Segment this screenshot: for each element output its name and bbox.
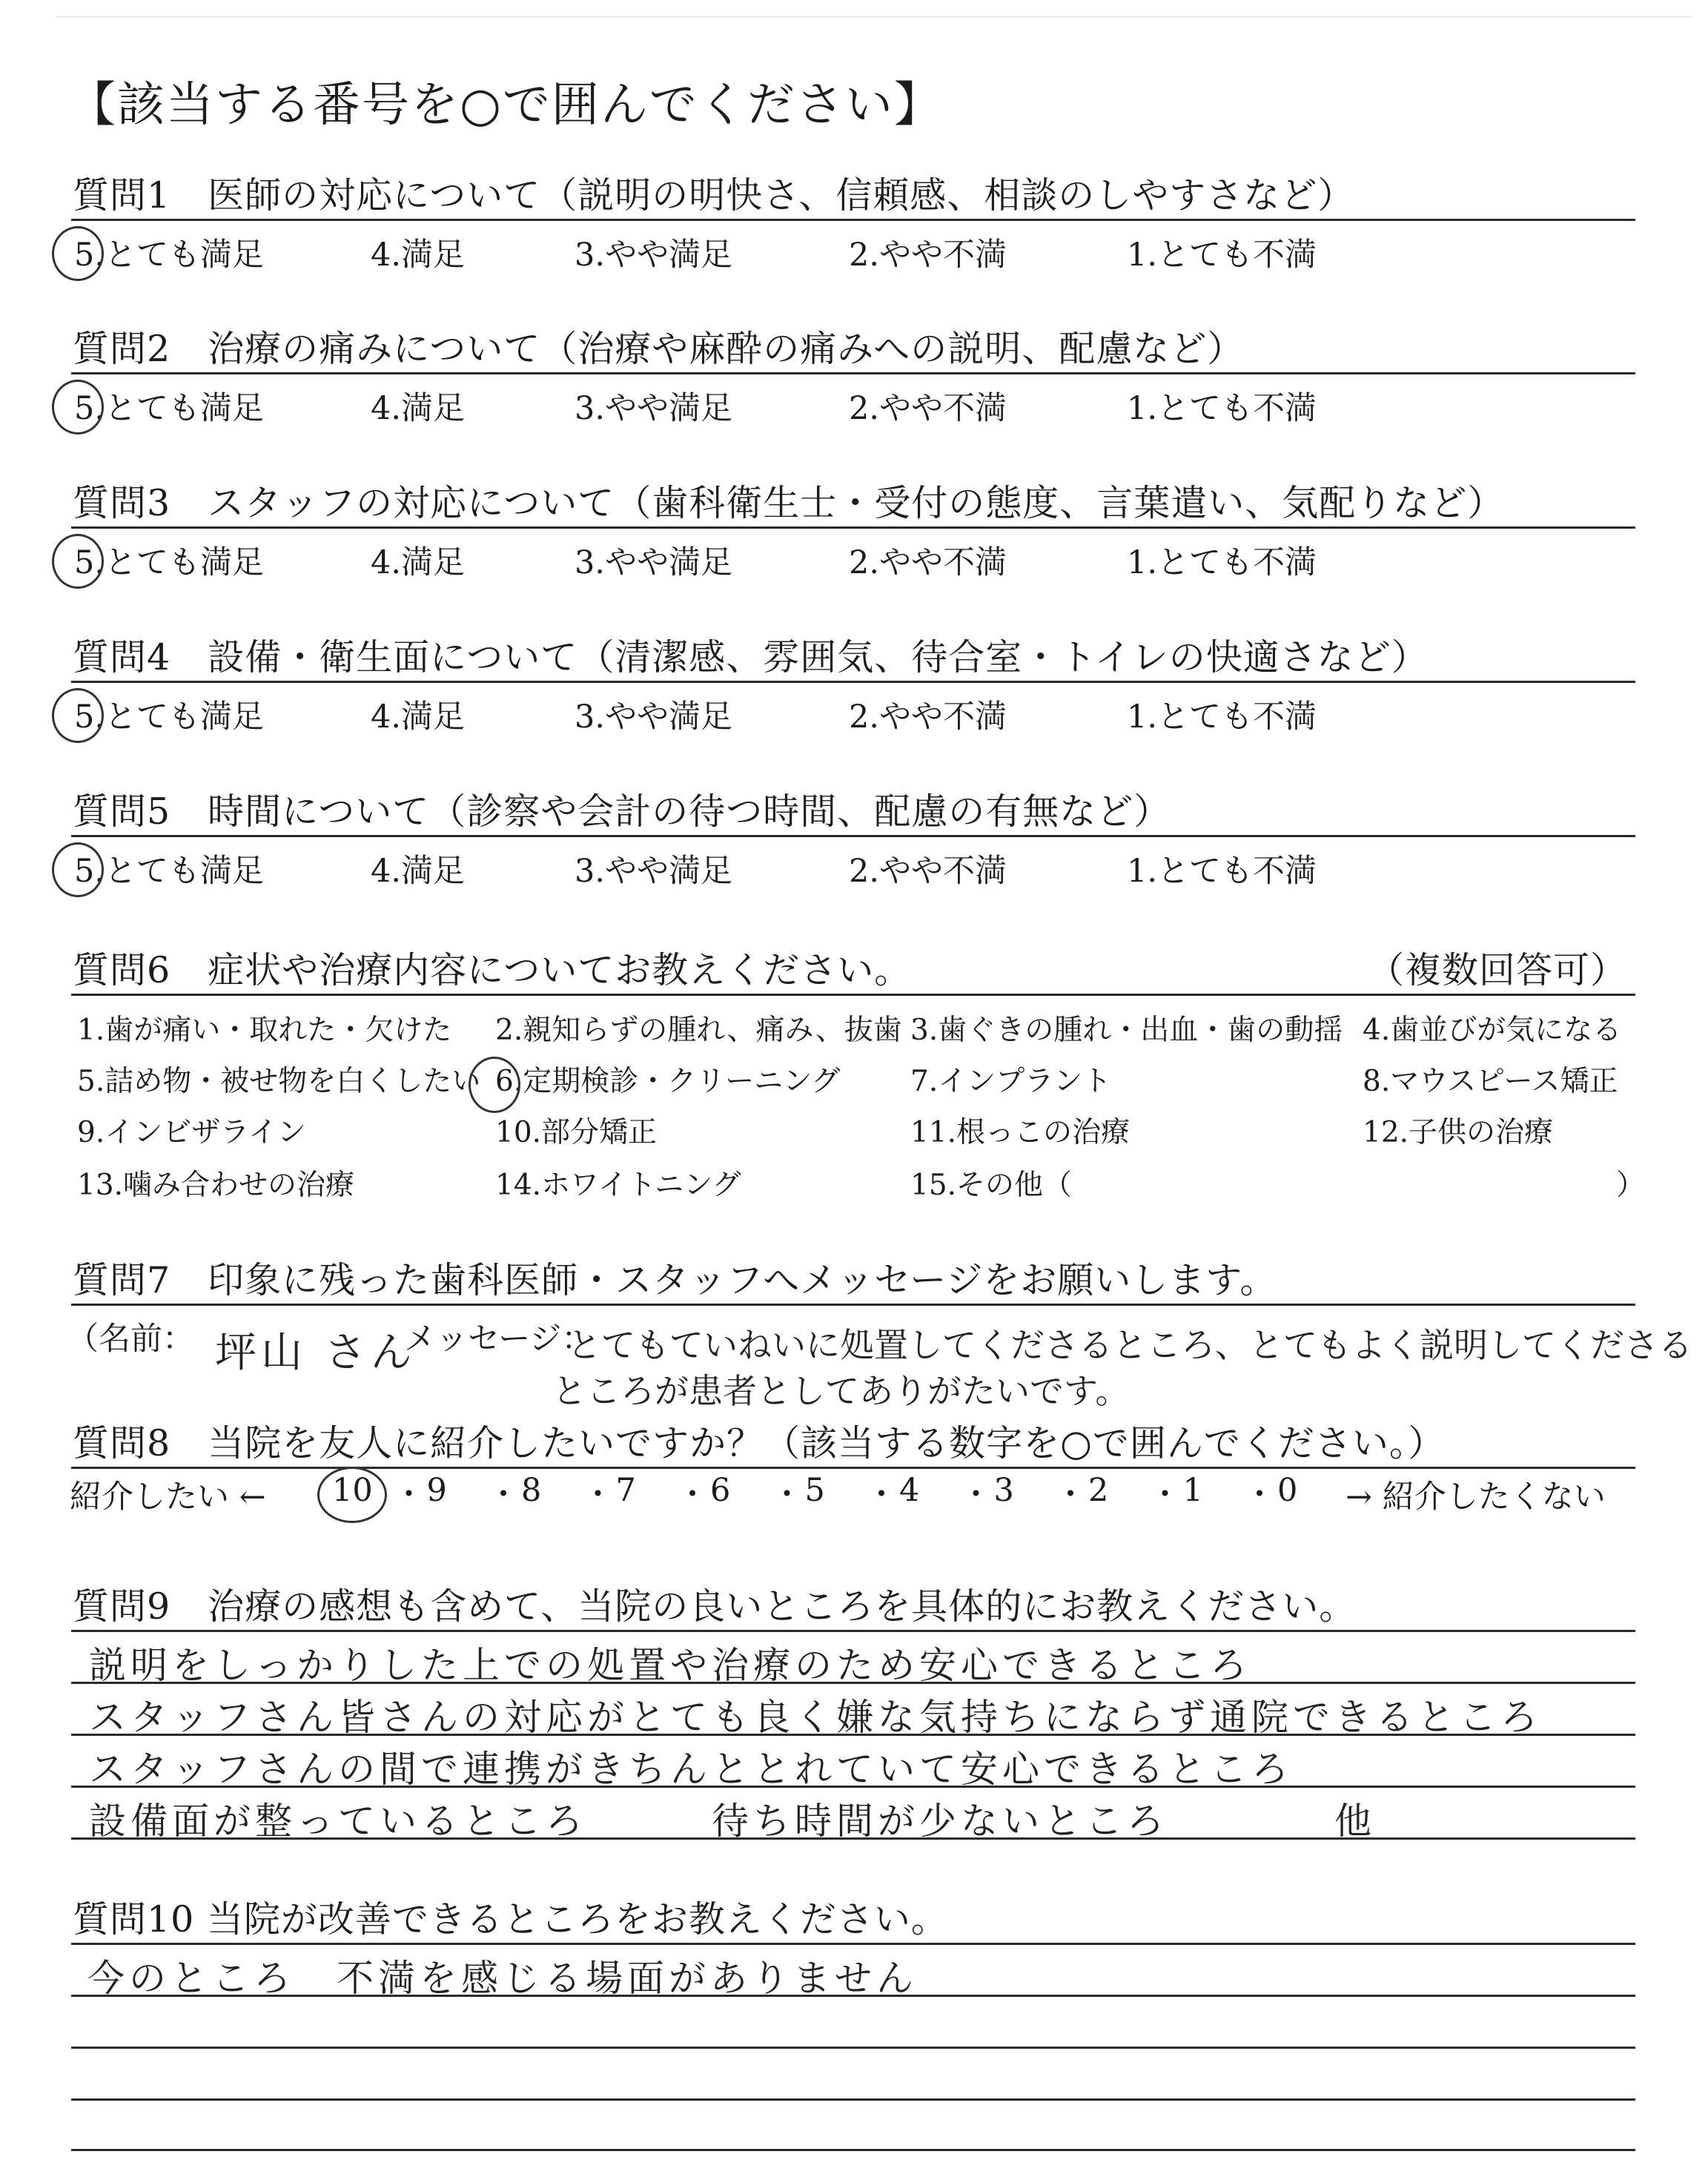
q6-option-7: 7.インプラント (910, 1065, 1112, 1098)
q6-option-3: 3.歯ぐきの腫れ・出血・歯の動揺 (910, 1014, 1343, 1047)
q8-scale-1: 1 (1182, 1472, 1203, 1509)
q6-option-15: 15.その他（ (910, 1169, 1073, 1202)
q2-option-1: 1.とても不満 (1127, 390, 1317, 427)
q1-option-1: 1.とても不満 (1127, 237, 1317, 274)
q3-rule (71, 526, 1635, 529)
q8-right-label: → 紹介したくない (1345, 1479, 1606, 1516)
q8-scale-dot: ・ (487, 1476, 520, 1513)
q6-option-1: 1.歯が痛い・取れた・欠けた (77, 1014, 452, 1047)
q4-option-4: 4.満足 (371, 698, 466, 736)
q5-option-2: 2.やや不満 (849, 853, 1007, 890)
q5-rule (71, 835, 1635, 837)
q10-answer-rule (71, 2047, 1635, 2049)
q6-option-14: 14.ホワイトニング (495, 1169, 741, 1202)
q9-answer-line-1: 説明をしっかりした上での処置や治療のため安心できるところ (89, 1644, 1251, 1687)
q7-label: 質問7 印象に残った歯科医師・スタッフへメッセージをお願いします。 (73, 1259, 1277, 1301)
q8-scale-dot: ・ (865, 1476, 898, 1513)
q2-selection-circle (52, 380, 104, 435)
q6-option-4: 4.歯並びが気になる (1363, 1014, 1622, 1047)
q3-option-2: 2.やや不満 (849, 544, 1007, 581)
q1-selection-circle (52, 226, 104, 281)
q10-label: 質問10 当院が改善できるところをお教えください。 (73, 1898, 948, 1941)
q5-option-5: 5.とても満足 (74, 853, 265, 890)
q8-scale-4: 4 (899, 1472, 920, 1509)
q9-label: 質問9 治療の感想も含めて、当院の良いところを具体的にお教えください。 (73, 1585, 1357, 1628)
q4-option-5: 5.とても満足 (74, 698, 265, 736)
q7-name-label: （名前： (67, 1321, 194, 1358)
q8-scale-dot: ・ (676, 1476, 709, 1513)
q4-rule (71, 681, 1635, 683)
q2-option-2: 2.やや不満 (849, 390, 1007, 427)
q10-answer-rule (71, 1943, 1635, 1945)
q1-option-5: 5.とても満足 (74, 237, 265, 274)
q6-note: （複数回答可） (1368, 949, 1628, 991)
top-border (55, 16, 1693, 18)
q8-scale-3: 3 (993, 1472, 1014, 1509)
q6-option-6: 6.定期検診・クリーニング (495, 1065, 841, 1098)
q6-label: 質問6 症状や治療内容についてお教えください。 (73, 949, 912, 991)
q7-rule (71, 1304, 1635, 1306)
q7-name-handwritten: 坪山 さん (215, 1329, 417, 1377)
q9-answer-line-3: スタッフさんの間で連携がきちんととれていて安心できるところ (89, 1748, 1293, 1791)
q5-option-3: 3.やや満足 (575, 853, 733, 890)
q6-option-8: 8.マウスピース矯正 (1363, 1065, 1618, 1098)
q8-scale-0: 0 (1277, 1472, 1298, 1509)
q8-label: 質問8 当院を友人に紹介したいですか？（該当する数字を○で囲んでください。） (73, 1422, 1446, 1464)
q8-scale-6: 6 (710, 1472, 731, 1509)
q8-scale-8: 8 (521, 1472, 542, 1509)
q6-other-close: ） (1616, 1169, 1646, 1202)
q3-label: 質問3 スタッフの対応について（歯科衛生士・受付の態度、言葉遣い、気配りなど） (73, 482, 1505, 524)
q6-selection-circle (469, 1057, 520, 1113)
q3-option-1: 1.とても不満 (1127, 544, 1317, 581)
q6-rule (71, 994, 1635, 996)
q7-message-line2: ところが患者としてありがたいです。 (552, 1371, 1130, 1411)
q2-option-3: 3.やや満足 (575, 390, 733, 427)
q8-scale-9: 9 (426, 1472, 447, 1509)
q7-message-label: メッセージ： (404, 1321, 594, 1358)
q3-selection-circle (52, 534, 104, 589)
q7-message-line1: とてもていねいに処置してくださるところ、とてもよく説明してくださる (567, 1325, 1692, 1365)
q3-option-4: 4.満足 (371, 544, 466, 581)
q8-scale-dot: ・ (393, 1476, 425, 1513)
q8-scale-dot: ・ (582, 1476, 614, 1513)
q3-option-5: 5.とても満足 (74, 544, 265, 581)
q8-scale-dot: ・ (1243, 1476, 1276, 1513)
form-title: 【該当する番号を○で囲んでください】 (68, 78, 943, 133)
q8-scale-2: 2 (1088, 1472, 1109, 1509)
q6-option-9: 9.インビザライン (77, 1116, 307, 1149)
q8-scale-5: 5 (804, 1472, 825, 1509)
q9-answer-line-2: スタッフさん皆さんの対応がとても良く嫌な気持ちにならず通院できるところ (89, 1696, 1542, 1739)
q5-option-4: 4.満足 (371, 853, 466, 890)
q9-answer-rule (71, 1630, 1635, 1632)
q2-option-5: 5.とても満足 (74, 390, 265, 427)
q5-option-1: 1.とても不満 (1127, 853, 1317, 890)
q6-option-11: 11.根っこの治療 (910, 1116, 1131, 1149)
q10-answer-rule (71, 2149, 1635, 2151)
q6-option-2: 2.親知らずの腫れ、痛み、抜歯 (495, 1014, 902, 1047)
q2-option-4: 4.満足 (371, 390, 466, 427)
q4-label: 質問4 設備・衛生面について（清潔感、雰囲気、待合室・トイレの快適さなど） (73, 636, 1429, 678)
q6-option-10: 10.部分矯正 (495, 1116, 658, 1149)
q8-left-label: 紹介したい ← (70, 1479, 266, 1516)
q8-scale-dot: ・ (771, 1476, 803, 1513)
q1-option-4: 4.満足 (371, 237, 466, 274)
q3-option-3: 3.やや満足 (575, 544, 733, 581)
q1-label: 質問1 医師の対応について（説明の明快さ、信頼感、相談のしやすさなど） (73, 174, 1355, 217)
q8-rule (71, 1467, 1635, 1469)
q8-scale-dot: ・ (1054, 1476, 1087, 1513)
q9-answer-line-4: 設備面が整っているところ 待ち時間が少ないところ 他 (89, 1800, 1376, 1843)
q4-option-2: 2.やや不満 (849, 698, 1007, 736)
q8-selection-circle (317, 1467, 387, 1523)
q8-scale-10: 10 (332, 1472, 373, 1509)
q8-scale-7: 7 (615, 1472, 636, 1509)
q4-option-1: 1.とても不満 (1127, 698, 1317, 736)
q4-selection-circle (52, 688, 104, 743)
q6-option-13: 13.噛み合わせの治療 (77, 1169, 355, 1202)
q1-option-3: 3.やや満足 (575, 237, 733, 274)
q5-selection-circle (52, 842, 104, 897)
q10-answer-line-1: 今のところ 不満を感じる場面がありません (87, 1957, 918, 2000)
q1-rule (71, 219, 1635, 221)
q6-option-12: 12.子供の治療 (1363, 1116, 1554, 1149)
q8-scale-dot: ・ (1149, 1476, 1181, 1513)
q2-rule (71, 372, 1635, 374)
q10-answer-rule (71, 2098, 1635, 2101)
q1-option-2: 2.やや不満 (849, 237, 1007, 274)
q6-option-5: 5.詰め物・被せ物を白くしたい (77, 1065, 481, 1098)
q2-label: 質問2 治療の痛みについて（治療や麻酔の痛みへの説明、配慮など） (73, 328, 1245, 370)
q8-scale-dot: ・ (960, 1476, 992, 1513)
q4-option-3: 3.やや満足 (575, 698, 733, 736)
q5-label: 質問5 時間について（診察や会計の待つ時間、配慮の有無など） (73, 790, 1171, 833)
